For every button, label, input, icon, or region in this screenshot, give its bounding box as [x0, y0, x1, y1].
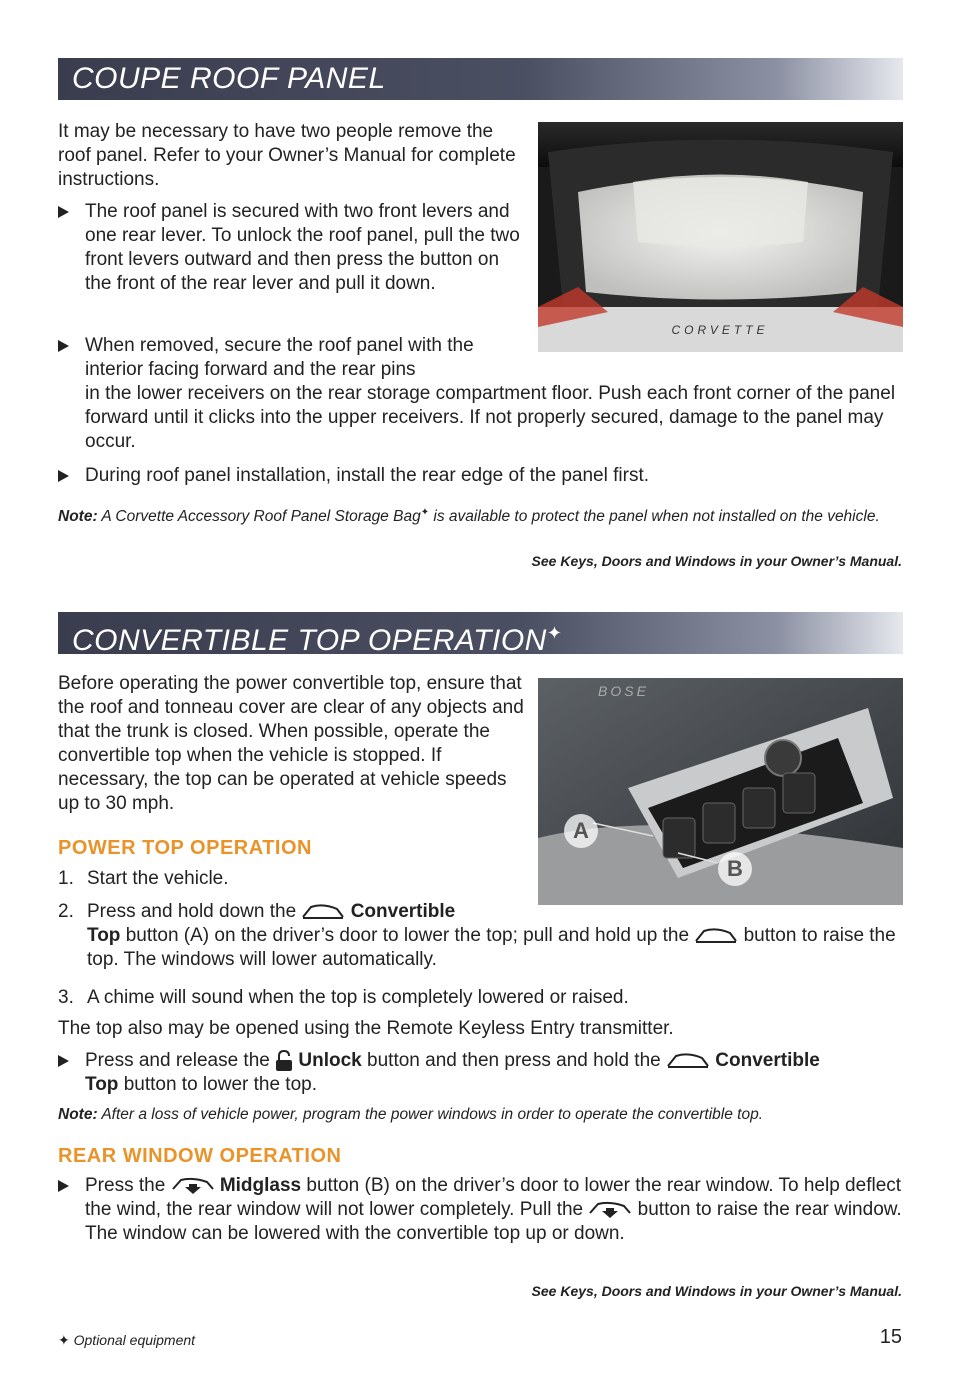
convertible-top-icon — [301, 903, 345, 921]
corvette-lettering: CORVETTE — [671, 323, 769, 337]
section-banner-coupe-roof-panel — [58, 58, 903, 100]
bullet-secure-panel: When removed, secure the roof panel with the interior facing forward and the rear pins — [58, 334, 520, 382]
remote-keyless-text: The top also may be opened using the Remote Keyless Entry transmitter. — [58, 1018, 674, 1039]
midglass-icon — [171, 1177, 215, 1195]
roof-panel-photo — [538, 122, 903, 352]
section-title: COUPE ROOF PANEL — [72, 62, 386, 95]
unlock-icon — [275, 1050, 293, 1072]
optional-mark: ✦ — [420, 507, 430, 518]
manual-reference: See Keys, Doors and Windows in your Owner’s Manual. — [531, 553, 902, 569]
callout-a: A — [564, 814, 598, 848]
step-1: 1. Start the vehicle. — [58, 868, 229, 889]
convertible-top-icon — [694, 927, 738, 945]
step-2: 2. Press and hold down the Convertible Top button (A) on the driver’s door to lower the top; pull and hold up the button to raise the top. The windows will lower automatically. — [58, 901, 896, 970]
note-label: Note: — [58, 508, 98, 526]
note-label: Note: — [58, 1106, 98, 1123]
optional-mark: ✦ — [546, 623, 563, 643]
step-3: 3. A chime will sound when the top is completely lowered or raised. — [58, 987, 629, 1008]
optional-mark: ✦ — [58, 1332, 70, 1348]
bullet-roof-levers: The roof panel is secured with two front levers and one rear lever. To unlock the roof panel, pull the two front levers outward and then press the button on the front of the rear lever and pull it down. — [58, 200, 520, 296]
note-storage-bag: Note: A Corvette Accessory Roof Panel Storage Bag✦ is available to protect the panel when not installed on the vehicle. — [58, 507, 880, 526]
section-title: CONVERTIBLE TOP OPERATION — [72, 624, 547, 657]
bullet-secure-panel-cont: in the lower receivers on the rear storage compartment floor. Push each front corner of the panel forward until it clicks into the upper receivers. If not properly secured, damage to the panel may occur. — [85, 383, 896, 452]
bullet-midglass: Press the Midglass button (B) on the driver’s door to lower the rear window. To help deflect the wind, the rear window will not lower completely. Pull the button to raise the rear window. The window can be lowered with the convertible top up or down. — [58, 1174, 903, 1246]
bose-lettering: BOSE — [598, 683, 649, 699]
section-banner-convertible-top — [58, 612, 903, 657]
door-switch-photo — [538, 678, 903, 905]
rear-window-heading: REAR WINDOW OPERATION — [58, 1145, 342, 1167]
note-power-loss: Note: After a loss of vehicle power, program the power windows in order to operate the convertible top. — [58, 1106, 764, 1123]
optional-equipment-footnote: ✦ Optional equipment — [58, 1332, 196, 1348]
convertible-top-icon — [666, 1052, 710, 1070]
power-top-heading: POWER TOP OPERATION — [58, 837, 312, 859]
bullet-install-rear-edge: During roof panel installation, install the rear edge of the panel first. — [58, 464, 903, 488]
manual-reference: See Keys, Doors and Windows in your Owner’s Manual. — [531, 1283, 902, 1299]
coupe-intro: It may be necessary to have two people remove the roof panel. Refer to your Owner’s Manual for complete instructions. — [58, 121, 516, 190]
midglass-icon — [588, 1201, 632, 1219]
callout-b: B — [718, 852, 752, 886]
convertible-intro: Before operating the power convertible top, ensure that the roof and tonneau cover are clear of any objects and that the trunk is closed. When possible, operate the convertible top when the vehicle is stopped. If necessary, the top can be operated at vehicle speeds up to 30 mph. — [58, 673, 524, 814]
bullet-remote-unlock: Press and release the Unlock button and then press and hold the Convertible Top button to lower the top. — [58, 1049, 903, 1097]
page-number: 15 — [879, 1326, 902, 1348]
